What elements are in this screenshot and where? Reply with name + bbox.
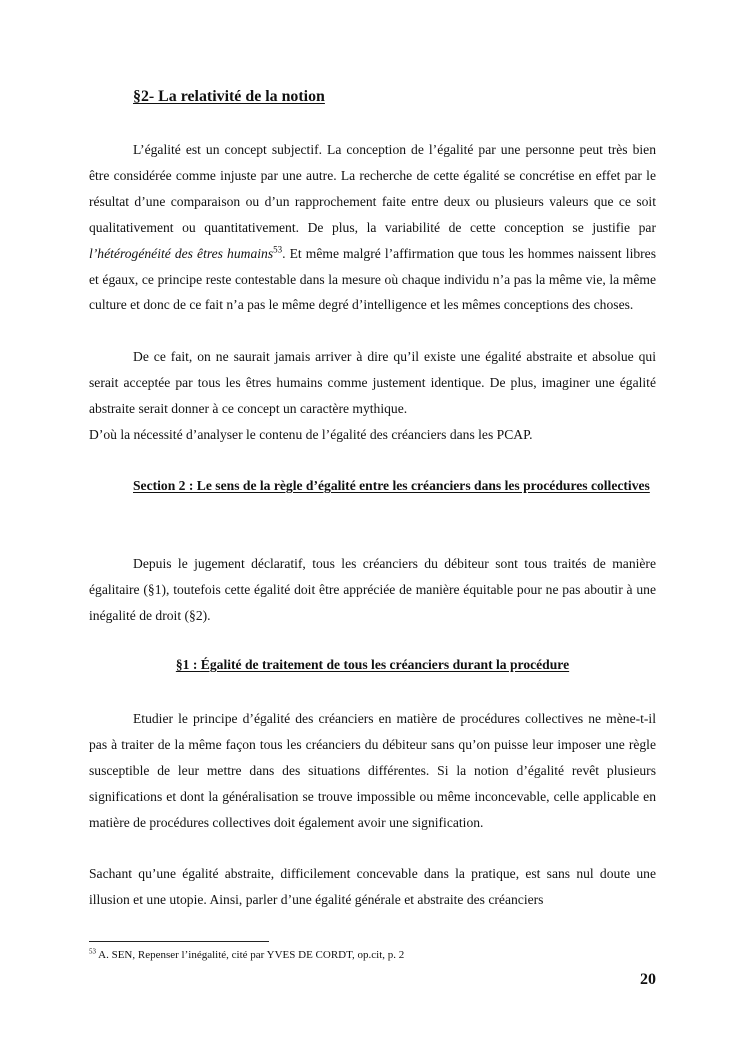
footnote-separator [89, 941, 269, 942]
footnote-number: 53 [89, 947, 96, 956]
paragraph-egalite-abstraite: De ce fait, on ne saurait jamais arriver à dire qu’il existe une égalité abstraite et absolue qui serait acceptée par tous les êtres humains comme justement identique. De plus, imaginer une égalité abstraite serait donner à ce concept un caractère mythique. [89, 349, 656, 416]
section-heading-relativite: §2- La relativité de la notion [133, 88, 325, 105]
paragraph-egalite-utopie: Sachant qu’une égalité abstraite, difficilement concevable dans la pratique, est sans nul doute une illusion et une utopie. Ainsi, parler d’une égalité générale et abstraite des créanciers [89, 866, 656, 907]
paragraph-jugement-declaratif: Depuis le jugement déclaratif, tous les créanciers du débiteur sont tous traités de manière égalitaire (§1), toutefois cette égalité doit être appréciée de manière équitable pour ne pas aboutir à une inégalité de droit (§2). [89, 556, 656, 623]
paragraph-text: . Et même malgré l’affirmation que tous les hommes naissent libres et égaux, ce principe reste contestable dans la mesure où chaque individu n’a pas la même vie, la même culture et donc de ce fait n’a pas le même degré d’intelligence et les mêmes conceptions des choses. [89, 245, 656, 313]
footnote-text: A. SEN, Repenser l’inégalité, cité par YVES DE CORDT, op.cit, p. 2 [96, 949, 405, 961]
paragraph-egalite-subjective [89, 137, 656, 318]
paragraph-principe-egalite: Etudier le principe d’égalité des créanciers en matière de procédures collectives ne mène-t-il pas à traiter de la même façon tous les créanciers du débiteur sans qu’on puisse leur imposer une règle susceptible de leur mettre dans des situations différentes. Si la notion d’égalité revêt plusieurs significations et dont la généralisation se trouve impossible ou même inconcevable, celle applicable en matière de procédures collectives doit également avoir une signification. [89, 711, 656, 830]
page-number: 20 [640, 971, 656, 988]
section-heading-sens-regle: Section 2 : Le sens de la règle d’égalité entre les créanciers dans les procédures collectives [133, 478, 650, 493]
subsection-heading-egalite-traitement: §1 : Égalité de traitement de tous les créanciers durant la procédure [175, 657, 570, 672]
footnote-reference[interactable]: 53 [273, 244, 283, 255]
paragraph-necessite: D’où la nécessité d’analyser le contenu de l’égalité des créanciers dans les PCAP. [89, 427, 533, 442]
italic-phrase: l’hétérogénéité des êtres humains [89, 245, 274, 261]
paragraph-text: L’égalité est un concept subjectif. La conception de l’égalité par une personne peut très bien être considérée comme injuste par une autre. La recherche de cette égalité se concrétise en effet par le résultat d’une comparaison ou d’un rapprochement faite entre deux ou plusieurs valeurs que ce soit qualitativement ou quantitativement. De plus, la variabilité de cette conception se justifie par [89, 142, 656, 235]
footnote [89, 948, 656, 962]
